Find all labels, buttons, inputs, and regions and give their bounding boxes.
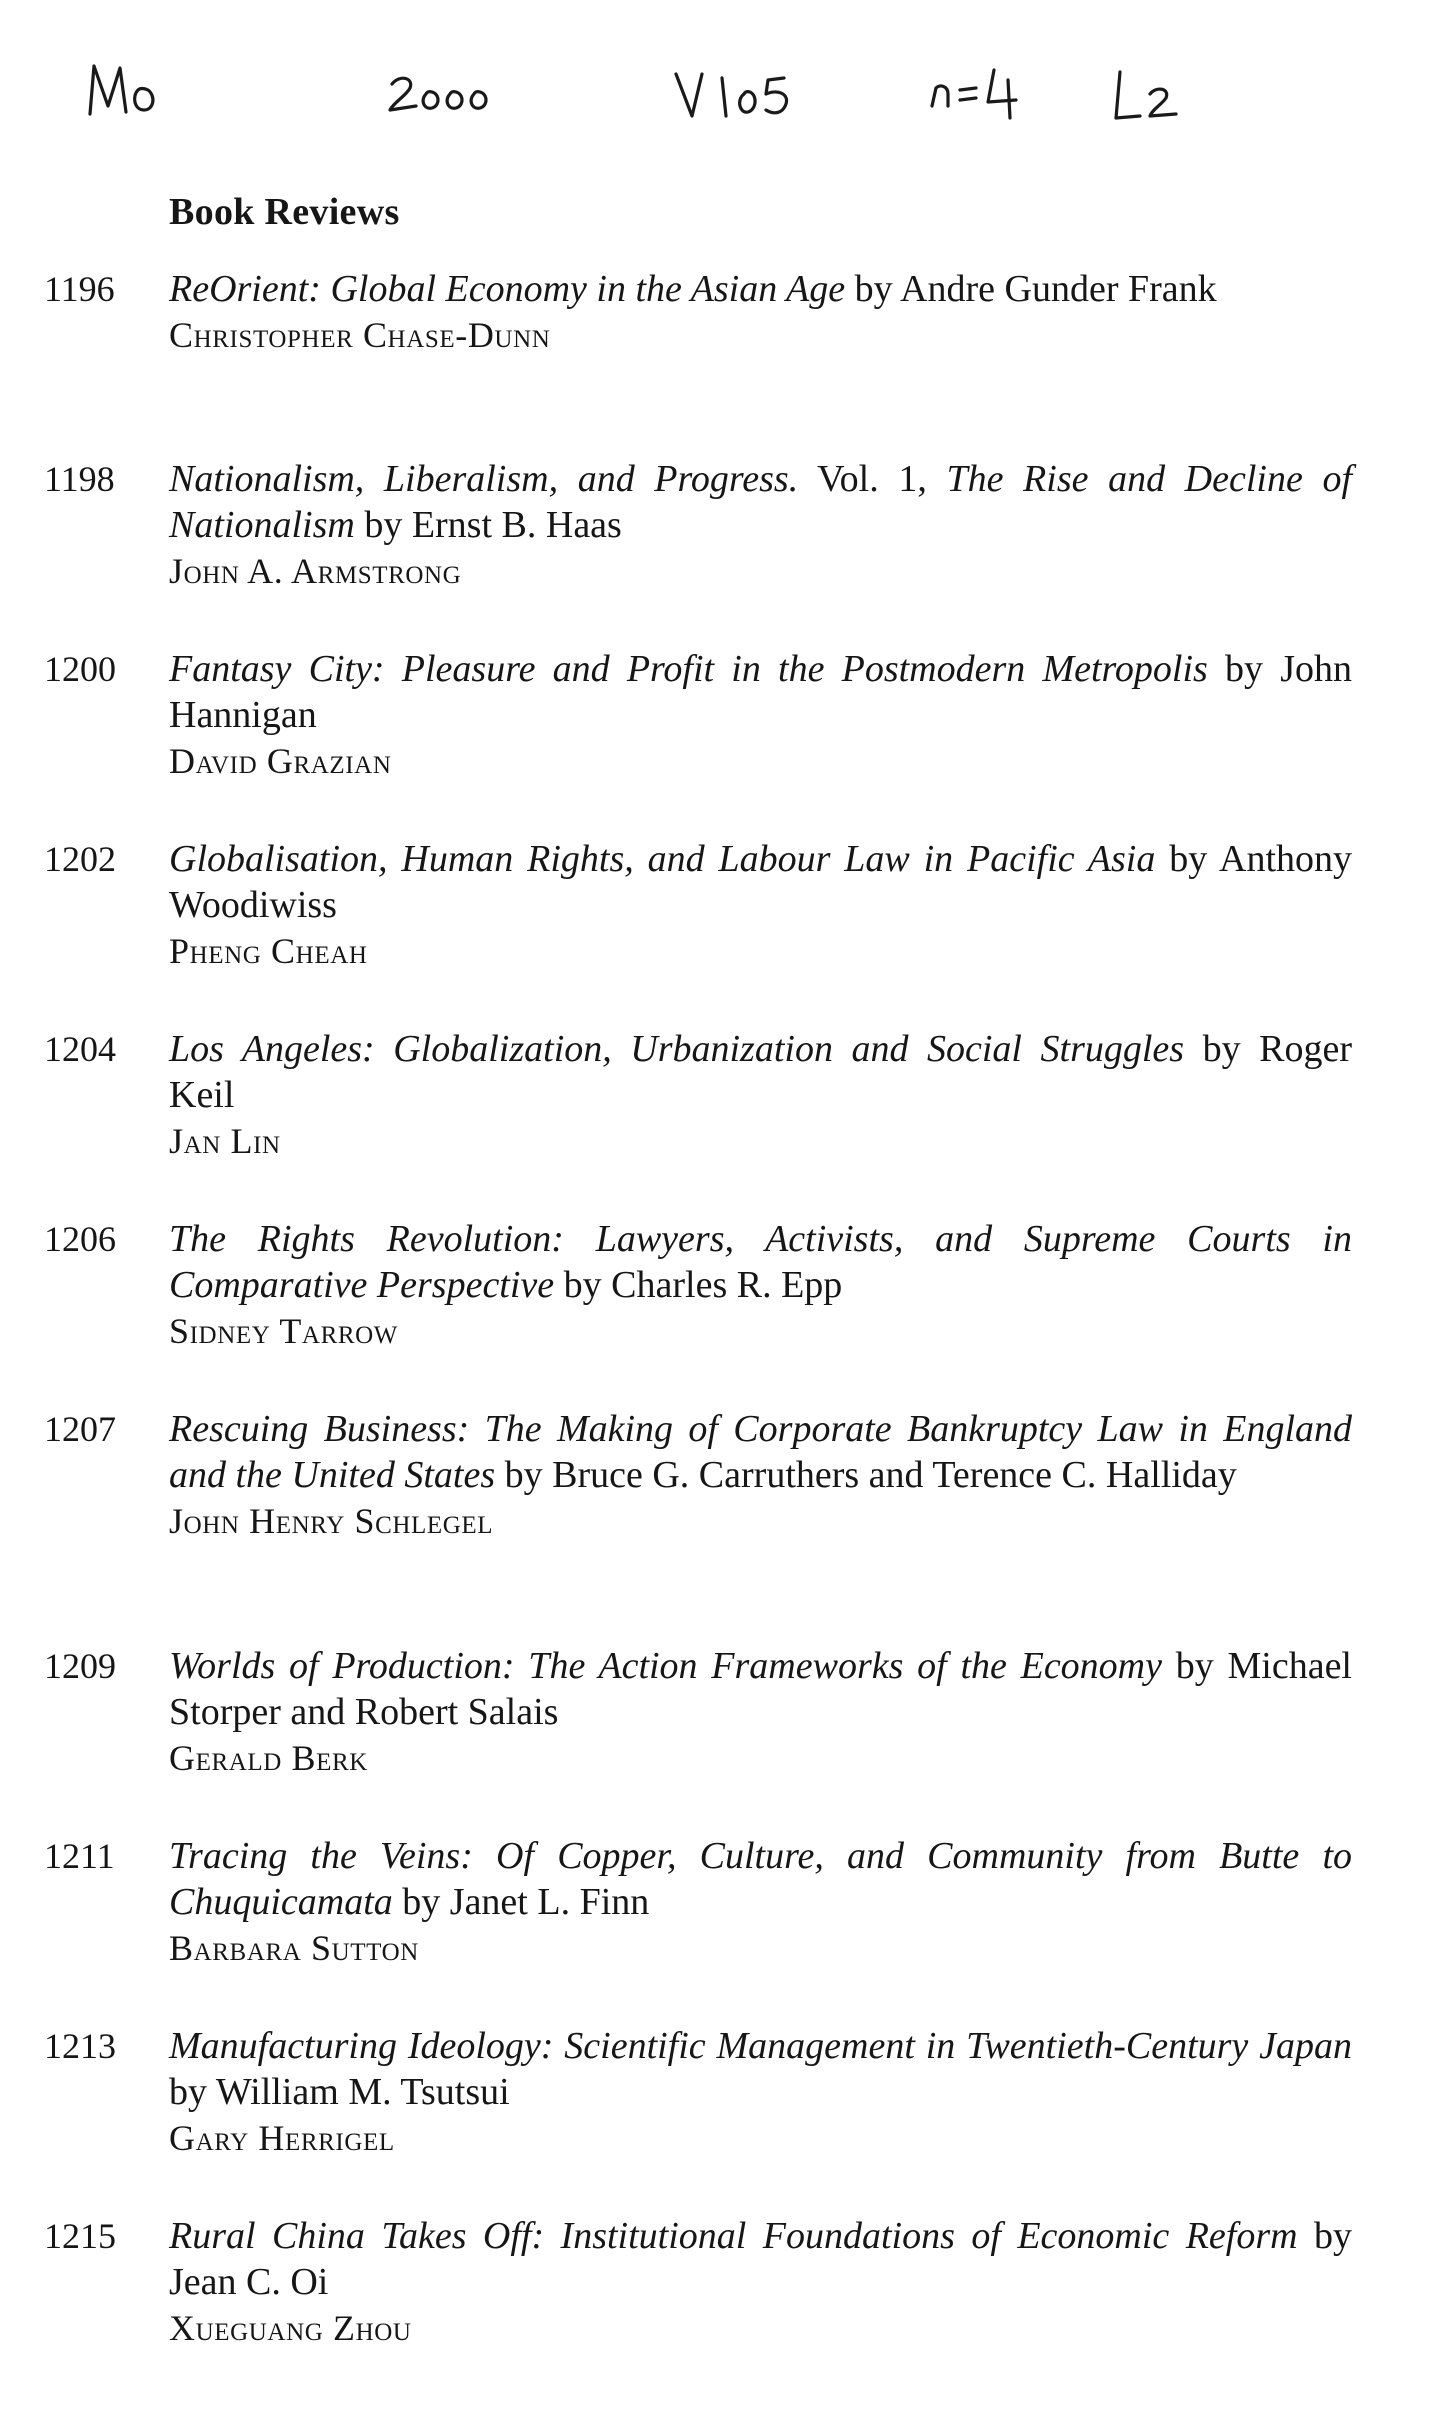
handwritten-annotation bbox=[80, 44, 1300, 154]
book-author: by Ernst B. Haas bbox=[354, 504, 622, 546]
review-citation bbox=[169, 1406, 1352, 1544]
reviewer-name: Barbara Sutton bbox=[169, 1928, 419, 1968]
reviewer-name: Gary Herrigel bbox=[169, 2118, 395, 2158]
review-page-number: 1215 bbox=[44, 2216, 116, 2256]
review-page-number: 1202 bbox=[44, 839, 116, 879]
reviewer-name: David Grazian bbox=[169, 741, 392, 781]
book-title: Rural China Takes Off: Institutional Foundations of Economic Reform bbox=[169, 2215, 1298, 2257]
book-title: Tracing the Veins: Of Copper, Culture, and Community from Butte to Chuquicamata bbox=[169, 1835, 1352, 1923]
review-citation bbox=[169, 2023, 1352, 2161]
book-title: Fantasy City: Pleasure and Profit in the Postmodern Metropolis bbox=[169, 648, 1208, 690]
reviewer-name: John Henry Schlegel bbox=[169, 1501, 494, 1541]
book-title: The Rights Revolution: Lawyers, Activists, and Supreme Courts in Comparative Perspective bbox=[169, 1218, 1352, 1306]
book-author: by John Hannigan bbox=[169, 648, 1352, 736]
review-page-number: 1211 bbox=[44, 1836, 115, 1876]
review-citation bbox=[169, 1643, 1352, 1781]
review-citation bbox=[169, 1216, 1352, 1354]
book-title: Los Angeles: Globalization, Urbanization and Social Struggles bbox=[169, 1028, 1185, 1070]
review-page-number: 1204 bbox=[44, 1029, 116, 1069]
review-page-number: 1200 bbox=[44, 649, 116, 689]
reviewer-name: Sidney Tarrow bbox=[169, 1311, 398, 1351]
review-page-number: 1196 bbox=[44, 269, 115, 309]
volume-label: Vol. 1, bbox=[798, 458, 947, 500]
review-citation bbox=[169, 2213, 1352, 2351]
reviewer-name: Gerald Berk bbox=[169, 1738, 368, 1778]
book-author: by Bruce G. Carruthers and Terence C. Halliday bbox=[495, 1454, 1237, 1496]
review-citation bbox=[169, 1026, 1352, 1164]
book-author: by Andre Gunder Frank bbox=[845, 268, 1217, 310]
book-title: Nationalism, Liberalism, and Progress. bbox=[169, 458, 799, 500]
review-citation bbox=[169, 456, 1352, 594]
book-title: Globalisation, Human Rights, and Labour Law in Pacific Asia bbox=[169, 838, 1156, 880]
book-author: by Michael Storper and Robert Salais bbox=[169, 1645, 1352, 1733]
review-citation bbox=[169, 266, 1352, 358]
review-page-number: 1198 bbox=[44, 459, 115, 499]
book-title: ReOrient: Global Economy in the Asian Age bbox=[169, 268, 846, 310]
review-citation bbox=[169, 646, 1352, 784]
book-author: by Janet L. Finn bbox=[392, 1881, 650, 1923]
section-title: Book Reviews bbox=[169, 191, 400, 233]
book-author: by Charles R. Epp bbox=[554, 1264, 843, 1306]
handwritten-note-drawing bbox=[80, 44, 1300, 154]
reviewer-name: Christopher Chase-Dunn bbox=[169, 315, 551, 355]
book-author: by William M. Tsutsui bbox=[169, 2071, 510, 2113]
review-page-number: 1207 bbox=[44, 1409, 116, 1449]
reviewer-name: John A. Armstrong bbox=[169, 551, 462, 591]
book-subtitle: The Rise and Decline of Nationalism bbox=[169, 458, 1352, 546]
book-author: by Anthony Woodiwiss bbox=[169, 838, 1353, 926]
review-page-number: 1206 bbox=[44, 1219, 116, 1259]
reviewer-name: Pheng Cheah bbox=[169, 931, 368, 971]
book-title: Rescuing Business: The Making of Corporate Bankruptcy Law in England and the United States bbox=[169, 1408, 1352, 1496]
book-author: by Jean C. Oi bbox=[169, 2215, 1352, 2303]
review-citation bbox=[169, 1833, 1352, 1971]
review-citation bbox=[169, 836, 1352, 974]
book-title: Manufacturing Ideology: Scientific Management in Twentieth-Century Japan bbox=[169, 2025, 1352, 2067]
book-author: by Roger Keil bbox=[169, 1028, 1352, 1116]
book-title: Worlds of Production: The Action Frameworks of the Economy bbox=[169, 1645, 1162, 1687]
review-page-number: 1209 bbox=[44, 1646, 116, 1686]
reviewer-name: Xueguang Zhou bbox=[169, 2308, 412, 2348]
review-page-number: 1213 bbox=[44, 2026, 116, 2066]
reviewer-name: Jan Lin bbox=[169, 1121, 281, 1161]
